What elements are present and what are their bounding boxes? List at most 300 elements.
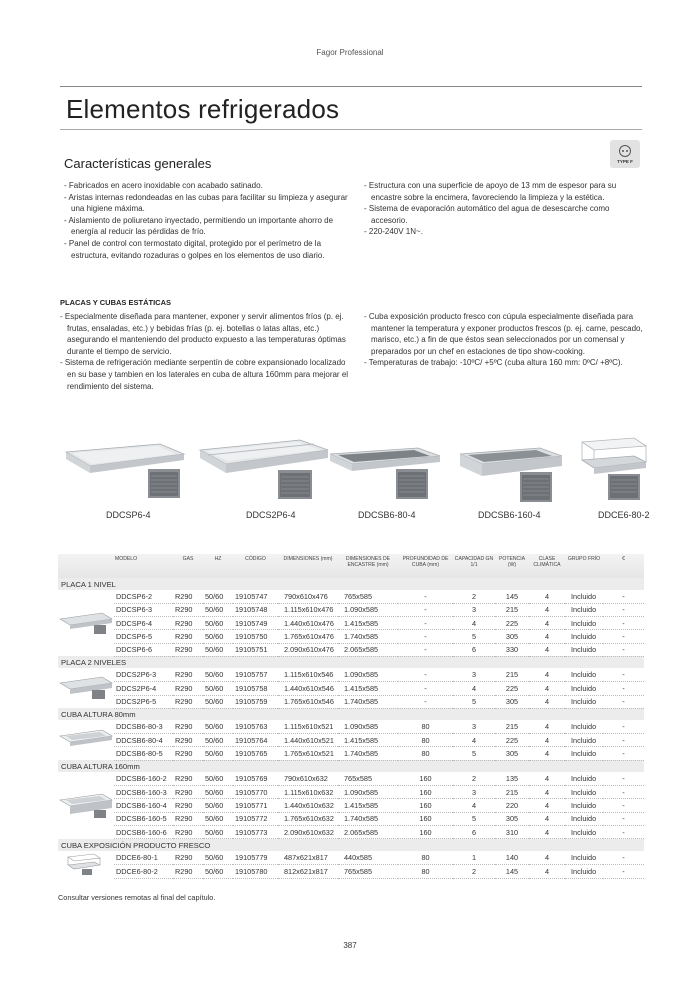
table-cell: 1.740x585 [338, 695, 398, 708]
table-cell: 1.415x585 [338, 799, 398, 812]
table-row [58, 851, 644, 865]
table-cell: R290 [173, 682, 203, 695]
table-cell: 765x585 [338, 772, 398, 785]
group-title: PLACA 1 NIVEL [58, 578, 644, 590]
table-cell: 1.765x610x476 [278, 630, 338, 643]
table-cell: - [398, 643, 453, 656]
table-cell: - [398, 668, 453, 681]
table-row [58, 865, 644, 879]
table-cell: 4 [529, 734, 565, 747]
group-thumb-exposicion-icon [58, 851, 114, 877]
table-cell: DDCSB6-160-5 [114, 812, 173, 825]
group-thumbnail [58, 851, 114, 879]
table-cell: 215 [495, 786, 529, 799]
table-cell: 305 [495, 630, 529, 643]
table-cell: 50/60 [203, 825, 233, 838]
table-cell: R290 [173, 812, 203, 825]
table-cell: 80 [398, 734, 453, 747]
header-potencia: POTENCIA (W) [495, 554, 529, 578]
table-cell: 19105769 [233, 772, 278, 785]
table-cell: 1.115x610x521 [278, 720, 338, 733]
table-cell: 1.440x610x476 [278, 617, 338, 630]
table-cell: 1.765x610x521 [278, 747, 338, 760]
placas-item: - Especialmente diseñada para mantener, exponer y servir alimentos fríos (p. ej. frutas, ensaladas, etc.) y bebidas frías (p. ej. botellas o latas altas, etc.) asegurando el manteniendo del producto expuesto a las temperaturas óptimas durante el tiempo de servicio. [60, 311, 356, 357]
table-cell: DDCSB6-80-5 [114, 747, 173, 760]
table-row [58, 668, 644, 681]
table-cell: 4 [529, 590, 565, 603]
table-cell: 4 [529, 695, 565, 708]
table-cell: 4 [529, 747, 565, 760]
table-cell: 790x610x476 [278, 590, 338, 603]
table-row [58, 695, 644, 708]
table-cell: 50/60 [203, 643, 233, 656]
table-cell: 19105757 [233, 668, 278, 681]
table-cell: - [603, 682, 644, 695]
table-cell: 19105770 [233, 786, 278, 799]
table-cell: 1.090x585 [338, 603, 398, 616]
header-encastre: DIMENSIONES DE ENCASTRE (mm) [338, 554, 398, 578]
header-gas: GAS [173, 554, 203, 578]
table-cell: 1.090x585 [338, 720, 398, 733]
table-cell: DDCSB6-80-4 [114, 734, 173, 747]
table-cell: 812x621x817 [278, 865, 338, 879]
table-cell: 50/60 [203, 799, 233, 812]
page-title: Elementos refrigerados [66, 94, 340, 124]
table-cell: 1.765x610x632 [278, 812, 338, 825]
table-cell: 50/60 [203, 786, 233, 799]
table-cell: 4 [529, 851, 565, 865]
table-cell: R290 [173, 747, 203, 760]
table-row [58, 799, 644, 812]
spec-table [58, 554, 644, 879]
table-cell: R290 [173, 668, 203, 681]
table-cell: Incluido [565, 617, 603, 630]
table-cell: 4 [529, 786, 565, 799]
table-cell: - [603, 695, 644, 708]
table-cell: DDCE6-80-1 [114, 851, 173, 865]
table-cell: DDCE6-80-2 [114, 865, 173, 879]
general-item: - Sistema de evaporación automático del agua de desescarche como accesorio. [364, 203, 640, 226]
table-body [58, 578, 644, 879]
table-cell: 220 [495, 799, 529, 812]
general-item: - Fabricados en acero inoxidable con acabado satinado. [64, 180, 350, 192]
table-cell: DDCSB6-160-4 [114, 799, 173, 812]
table-cell: 330 [495, 643, 529, 656]
product-label: DDCE6-80-2 [598, 510, 650, 520]
header-modelo: MODELO [114, 554, 173, 578]
general-left-column [64, 180, 350, 261]
table-cell: R290 [173, 630, 203, 643]
group-thumb-cuba-160-icon [58, 790, 114, 820]
table-cell: 50/60 [203, 812, 233, 825]
table-cell: 50/60 [203, 668, 233, 681]
header-grupo: GRUPO FRÍO [565, 554, 603, 578]
table-cell: R290 [173, 786, 203, 799]
header-clase: CLASE CLIMÁTICA [529, 554, 565, 578]
table-cell: 2 [453, 865, 495, 879]
table-cell: 225 [495, 617, 529, 630]
table-cell: 790x610x632 [278, 772, 338, 785]
group-title: CUBA ALTURA 160mm [58, 760, 644, 772]
table-cell: DDCS2P6-4 [114, 682, 173, 695]
table-cell: - [398, 695, 453, 708]
table-cell: 50/60 [203, 695, 233, 708]
table-cell: 310 [495, 825, 529, 838]
product-label: DDCSB6-80-4 [358, 510, 416, 520]
table-cell: 19105759 [233, 695, 278, 708]
table-cell: 2 [453, 590, 495, 603]
table-cell: 3 [453, 720, 495, 733]
table-cell: DDCSP6-6 [114, 643, 173, 656]
table-cell: 19105765 [233, 747, 278, 760]
table-cell: - [603, 865, 644, 879]
group-thumb-placa-1-nivel-icon [58, 607, 114, 637]
table-cell: - [398, 603, 453, 616]
placas-left-column [60, 311, 356, 392]
table-cell: Incluido [565, 630, 603, 643]
table-cell: 160 [398, 825, 453, 838]
table-cell: 19105764 [233, 734, 278, 747]
table-cell: 4 [529, 825, 565, 838]
table-cell: 6 [453, 825, 495, 838]
table-row [58, 772, 644, 785]
general-item: - 220-240V 1N~. [364, 226, 640, 238]
table-row [58, 825, 644, 838]
table-cell: 1.115x610x632 [278, 786, 338, 799]
table-cell: 4 [529, 720, 565, 733]
group-thumbnail [58, 720, 114, 760]
table-cell: 2.065x585 [338, 825, 398, 838]
table-cell: - [603, 630, 644, 643]
table-row [58, 682, 644, 695]
table-cell: - [398, 617, 453, 630]
group-title: CUBA EXPOSICIÓN PRODUCTO FRESCO [58, 839, 644, 851]
table-cell: 4 [529, 617, 565, 630]
table-cell: R290 [173, 617, 203, 630]
table-group-row [58, 760, 644, 772]
table-cell: 225 [495, 682, 529, 695]
table-cell: 19105758 [233, 682, 278, 695]
table-cell: Incluido [565, 851, 603, 865]
placas-item: - Cuba exposición producto fresco con cúpula especialmente diseñada para mantener la temperatura y exponer productos frescos (p. ej. carne, pescado, marisco, etc.) a fin de que éstos sean seleccionados por un comensal y preparados por un chef en estaciones de tipo show-cooking. [364, 311, 660, 357]
table-cell: 1.440x610x632 [278, 799, 338, 812]
table-cell: 215 [495, 668, 529, 681]
table-cell: Incluido [565, 643, 603, 656]
table-cell: R290 [173, 695, 203, 708]
general-item: - Estructura con una superficie de apoyo de 13 mm de espesor para su encastre sobre la encimera, favoreciendo la limpieza y la estética. [364, 180, 640, 203]
table-cell: 50/60 [203, 590, 233, 603]
table-cell: DDCSP6-3 [114, 603, 173, 616]
table-cell: 215 [495, 603, 529, 616]
table-cell: 5 [453, 812, 495, 825]
table-cell: 19105771 [233, 799, 278, 812]
table-row [58, 630, 644, 643]
table-cell: Incluido [565, 590, 603, 603]
header-profundidad: PROFUNDIDAD DE CUBA (mm) [398, 554, 453, 578]
table-cell: 80 [398, 851, 453, 865]
placas-item: - Sistema de refrigeración mediante serpentín de cobre expansionado localizado en su base y tambien en los laterales en cuba de altura 160mm para mejorar el rendimiento del sistema. [60, 357, 356, 392]
table-cell: 1.765x610x546 [278, 695, 338, 708]
table-cell: 4 [453, 682, 495, 695]
table-cell: 80 [398, 720, 453, 733]
table-group-row [58, 839, 644, 851]
type-f-label: TYPE F [617, 159, 633, 164]
table-cell: 19105749 [233, 617, 278, 630]
table-cell: DDCSB6-80-3 [114, 720, 173, 733]
table-cell: DDCS2P6-3 [114, 668, 173, 681]
table-group-row [58, 656, 644, 668]
product-label: DDCSB6-160-4 [478, 510, 541, 520]
table-cell: R290 [173, 603, 203, 616]
product-label: DDCSP6-4 [106, 510, 151, 520]
table-cell: - [603, 747, 644, 760]
product-image-ddcsb6-80-4 [326, 440, 444, 506]
table-cell: 50/60 [203, 603, 233, 616]
table-cell: 50/60 [203, 630, 233, 643]
table-cell: Incluido [565, 720, 603, 733]
table-cell: 80 [398, 865, 453, 879]
group-title: PLACA 2 NIVELES [58, 656, 644, 668]
table-cell: 4 [529, 643, 565, 656]
group-thumbnail [58, 772, 114, 838]
table-cell: 1.740x585 [338, 630, 398, 643]
table-row [58, 603, 644, 616]
table-cell: - [603, 734, 644, 747]
table-cell: R290 [173, 643, 203, 656]
table-cell: 4 [529, 668, 565, 681]
table-cell: 225 [495, 734, 529, 747]
table-cell: - [603, 603, 644, 616]
top-divider [60, 86, 642, 87]
table-cell: - [398, 630, 453, 643]
placas-right-column [364, 311, 660, 369]
table-cell: 50/60 [203, 747, 233, 760]
table-cell: 145 [495, 865, 529, 879]
table-cell: 1 [453, 851, 495, 865]
table-cell: - [603, 786, 644, 799]
table-cell: 4 [453, 617, 495, 630]
table-cell: DDCSP6-5 [114, 630, 173, 643]
product-label: DDCS2P6-4 [246, 510, 296, 520]
table-row [58, 786, 644, 799]
table-cell: 765x585 [338, 865, 398, 879]
table-cell: 135 [495, 772, 529, 785]
table-cell: 1.090x585 [338, 668, 398, 681]
header-capacidad: CAPACIDAD GN 1/1 [453, 554, 495, 578]
table-cell: 440x585 [338, 851, 398, 865]
table-cell: Incluido [565, 668, 603, 681]
group-thumb-placa-2-niveles-icon [58, 672, 114, 702]
table-cell: 4 [529, 799, 565, 812]
table-cell: 305 [495, 695, 529, 708]
table-cell: 4 [529, 682, 565, 695]
table-cell: 160 [398, 786, 453, 799]
general-item: - Aristas internas redondeadas en las cubas para facilitar su limpieza y asegurar una higiene máxima. [64, 192, 350, 215]
table-cell: Incluido [565, 825, 603, 838]
table-cell: 1.115x610x546 [278, 668, 338, 681]
table-cell: 4 [529, 603, 565, 616]
brand-header: Fagor Professional [316, 48, 384, 57]
table-cell: 19105747 [233, 590, 278, 603]
table-cell: 80 [398, 747, 453, 760]
table-cell: R290 [173, 720, 203, 733]
table-cell: - [603, 720, 644, 733]
table-cell: Incluido [565, 747, 603, 760]
table-cell: Incluido [565, 603, 603, 616]
table-cell: 50/60 [203, 865, 233, 879]
table-cell: 1.415x585 [338, 617, 398, 630]
table-cell: 3 [453, 668, 495, 681]
header-image-col [58, 554, 114, 578]
placas-section-title: PLACAS Y CUBAS ESTÁTICAS [60, 298, 171, 307]
table-cell: Incluido [565, 812, 603, 825]
table-cell: R290 [173, 772, 203, 785]
footnote: Consultar versiones remotas al final del capítulo. [58, 893, 216, 902]
table-cell: 19105772 [233, 812, 278, 825]
group-title: CUBA ALTURA 80mm [58, 708, 644, 720]
table-cell: 5 [453, 747, 495, 760]
table-cell: 19105748 [233, 603, 278, 616]
table-cell: 19105773 [233, 825, 278, 838]
table-cell: - [603, 799, 644, 812]
table-cell: DDCSB6-160-2 [114, 772, 173, 785]
spec-table-wrapper [58, 554, 644, 879]
table-group-row [58, 708, 644, 720]
table-cell: 4 [453, 734, 495, 747]
table-cell: - [603, 812, 644, 825]
table-row [58, 617, 644, 630]
table-cell: 1.740x585 [338, 747, 398, 760]
table-cell: - [603, 617, 644, 630]
product-image-ddcsb6-160-4 [456, 442, 566, 508]
general-section-title: Características generales [64, 156, 212, 171]
table-row [58, 590, 644, 603]
table-cell: 3 [453, 603, 495, 616]
title-divider [60, 129, 642, 130]
table-cell: 19105750 [233, 630, 278, 643]
table-cell: 1.090x585 [338, 786, 398, 799]
table-cell: 1.115x610x476 [278, 603, 338, 616]
table-cell: 4 [453, 799, 495, 812]
table-cell: DDCSB6-160-6 [114, 825, 173, 838]
table-cell: R290 [173, 799, 203, 812]
table-cell: Incluido [565, 682, 603, 695]
table-cell: 5 [453, 630, 495, 643]
table-cell: 160 [398, 772, 453, 785]
table-cell: 305 [495, 812, 529, 825]
table-cell: 160 [398, 799, 453, 812]
table-cell: 5 [453, 695, 495, 708]
table-cell: 19105751 [233, 643, 278, 656]
table-cell: 50/60 [203, 734, 233, 747]
general-item: - Panel de control con termostato digital, protegido por el perímetro de la estructura, evitando rozaduras o golpes en los elementos de uso diario. [64, 238, 350, 261]
table-cell: - [603, 851, 644, 865]
table-cell: 2.090x610x476 [278, 643, 338, 656]
table-cell: - [603, 825, 644, 838]
table-cell: 1.740x585 [338, 812, 398, 825]
table-cell: 50/60 [203, 851, 233, 865]
table-cell: R290 [173, 865, 203, 879]
table-cell: R290 [173, 851, 203, 865]
table-cell: - [603, 668, 644, 681]
general-right-column [364, 180, 640, 238]
table-cell: 4 [529, 630, 565, 643]
table-row [58, 747, 644, 760]
page-number: 387 [343, 941, 357, 950]
table-cell: 19105780 [233, 865, 278, 879]
table-cell: - [603, 772, 644, 785]
table-cell: 50/60 [203, 772, 233, 785]
table-cell: 160 [398, 812, 453, 825]
table-cell: 140 [495, 851, 529, 865]
table-cell: R290 [173, 825, 203, 838]
table-cell: Incluido [565, 865, 603, 879]
header-dimensiones: DIMENSIONES (mm) [278, 554, 338, 578]
table-cell: 50/60 [203, 617, 233, 630]
table-cell: 2 [453, 772, 495, 785]
table-row [58, 812, 644, 825]
type-f-plug-icon [610, 140, 640, 168]
table-cell: Incluido [565, 786, 603, 799]
group-thumbnail [58, 590, 114, 656]
table-cell: 50/60 [203, 720, 233, 733]
table-cell: R290 [173, 734, 203, 747]
table-cell: DDCSP6-2 [114, 590, 173, 603]
table-cell: 1.440x610x546 [278, 682, 338, 695]
table-cell: DDCSP6-4 [114, 617, 173, 630]
group-thumbnail [58, 668, 114, 708]
table-cell: DDCSB6-160-3 [114, 786, 173, 799]
table-cell: 2.090x610x632 [278, 825, 338, 838]
product-image-ddcsp6-4 [62, 432, 187, 502]
table-cell: 145 [495, 590, 529, 603]
table-cell: 4 [529, 772, 565, 785]
table-cell: 1.415x585 [338, 734, 398, 747]
table-row [58, 643, 644, 656]
table-cell: 6 [453, 643, 495, 656]
table-cell: 4 [529, 812, 565, 825]
header-price: € [603, 554, 644, 578]
general-item: - Aislamiento de poliuretano inyectado, permitiendo un importante ahorro de energía al reducir las pérdidas de frío. [64, 215, 350, 238]
table-cell: 2.065x585 [338, 643, 398, 656]
table-cell: 765x585 [338, 590, 398, 603]
table-cell: Incluido [565, 695, 603, 708]
table-cell: Incluido [565, 772, 603, 785]
table-cell: DDCS2P6-5 [114, 695, 173, 708]
table-cell: - [603, 590, 644, 603]
table-cell: Incluido [565, 799, 603, 812]
table-cell: 305 [495, 747, 529, 760]
table-cell: - [603, 643, 644, 656]
table-cell: - [398, 682, 453, 695]
table-cell: 19105763 [233, 720, 278, 733]
table-cell: 4 [529, 865, 565, 879]
group-thumb-cuba-80-icon [58, 724, 114, 754]
table-cell: Incluido [565, 734, 603, 747]
table-cell: 1.415x585 [338, 682, 398, 695]
table-cell: 50/60 [203, 682, 233, 695]
product-image-ddce6-80-2 [578, 434, 650, 506]
table-row [58, 720, 644, 733]
table-cell: 19105779 [233, 851, 278, 865]
table-cell: 1.440x610x521 [278, 734, 338, 747]
placas-item: - Temperaturas de trabajo: -10ºC/ +5ºC (cuba altura 160 mm: 0ºC/ +8ºC). [364, 357, 660, 369]
product-image-ddcs2p6-4 [196, 430, 331, 502]
table-row [58, 734, 644, 747]
header-codigo: CÓDIGO [233, 554, 278, 578]
table-cell: - [398, 590, 453, 603]
table-cell: 487x621x817 [278, 851, 338, 865]
